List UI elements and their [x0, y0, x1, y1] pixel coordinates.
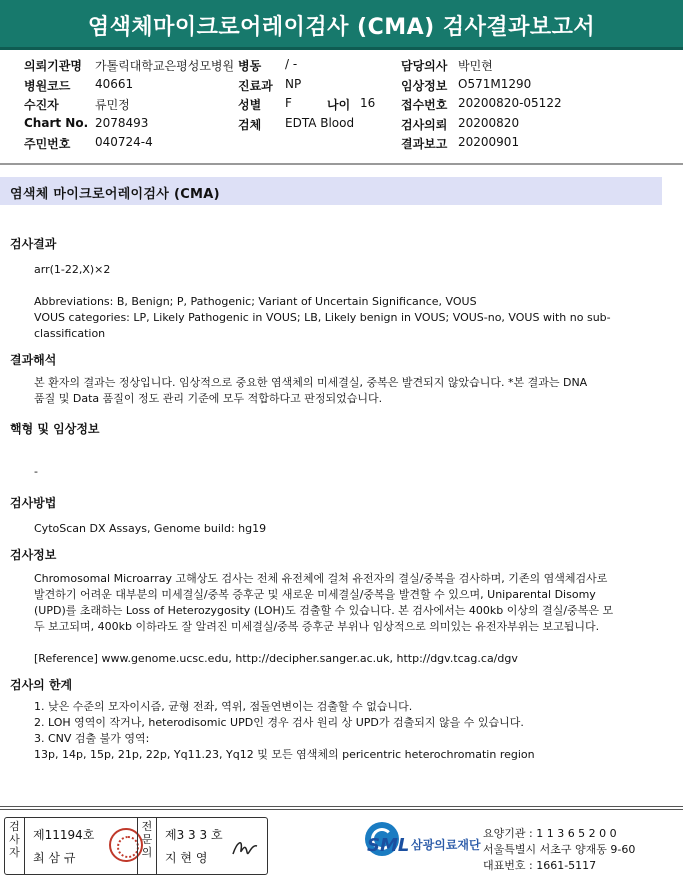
receipt-label: 접수번호 — [401, 98, 448, 112]
sex-value: F — [285, 96, 292, 110]
sex-label: 성별 — [238, 98, 262, 112]
specimen-label: 검체 — [238, 118, 262, 132]
interpretation-line1: 본 환자의 결과는 정상입니다. 임상적으로 중요한 염색체의 미세결실, 중복은 발견되지 않았습니다. *본 결과는 DNA — [34, 376, 588, 389]
examiner-label — [5, 818, 25, 874]
karyotype-heading: 핵형 및 임상정보 — [10, 422, 100, 436]
ward-value: / - — [285, 57, 298, 71]
reference-text: [Reference] www.genome.ucsc.edu, http://decipher.sanger.ac.uk, http://dgv.tcag.ca/dgv — [34, 652, 518, 665]
section-banner — [0, 177, 662, 205]
org-name: 삼광의료재단 — [411, 838, 481, 852]
report-date-label: 결과보고 — [401, 137, 448, 151]
limits-heading: 검사의 한계 — [10, 678, 73, 692]
limits-item2: 2. LOH 영역이 작거나, heterodisomic UPD인 경우 검사 원리 상 UPD가 검출되지 않을 수 있습니다. — [34, 716, 524, 729]
report-title-bar — [0, 0, 683, 50]
hospital-code-label: 병원코드 — [24, 79, 71, 93]
karyotype-value: - — [34, 465, 38, 478]
method-value: CytoScan DX Assays, Genome build: hg19 — [34, 522, 267, 535]
vous-categories-line2: classification — [34, 327, 106, 340]
doctor-value: 박민현 — [458, 59, 493, 73]
signature-icon — [229, 832, 261, 862]
interpretation-heading: 결과해석 — [10, 353, 57, 367]
signature-box — [4, 817, 268, 875]
request-date-value: 20200820 — [458, 116, 520, 130]
info-line2: 발견하기 어려운 대부분의 미세결실/중복 증후군 및 새로운 미세결실/중복을 발견할 수 있으며, Uniparental Disomy — [34, 588, 596, 601]
specimen-value: EDTA Blood — [285, 116, 355, 130]
age-label: 나이 — [327, 98, 351, 112]
interpretation-line2: 품질 및 Data 품질이 정도 관리 기준에 모두 적합하다고 판정되었습니다. — [34, 392, 383, 405]
request-date-label: 검사의뢰 — [401, 118, 448, 132]
footer-divider-top — [0, 806, 683, 807]
doctor-label: 담당의사 — [401, 59, 448, 73]
result-heading: 검사결과 — [10, 237, 57, 251]
clinical-info-value: O571M1290 — [458, 77, 532, 91]
info-heading: 검사정보 — [10, 548, 57, 562]
specialist-name: 지 현 영 — [165, 851, 208, 865]
abbreviations-text: Abbreviations: B, Benign; P, Pathogenic; Variant of Uncertain Significance, VOUS — [34, 295, 477, 308]
section-title: 염색체 마이크로어레이검사 (CMA) — [10, 187, 220, 202]
receipt-value: 20200820-05122 — [458, 96, 562, 110]
sml-logo-text: SML — [367, 835, 410, 856]
limits-item4: 13p, 14p, 15p, 21p, 22p, Yq11.23, Yq12 및 모든 염색체의 pericentric heterochromatin region — [34, 748, 535, 761]
result-value: arr(1-22,X)×2 — [34, 263, 111, 276]
specialist-license: 제3 3 3 호 — [165, 828, 223, 842]
header-divider — [0, 163, 683, 165]
patient-label: 수진자 — [24, 98, 59, 112]
age-value: 16 — [360, 96, 376, 110]
org-address: 서울특별시 서초구 양재동 9-60 — [483, 843, 636, 856]
institution-value: 가톨릭대학교은평성모병원 — [95, 59, 235, 73]
hospital-code-value: 40661 — [95, 77, 134, 91]
limits-item3: 3. CNV 검출 불가 영역: — [34, 732, 150, 745]
patient-value: 류민정 — [95, 98, 130, 112]
institution-label: 의뢰기관명 — [24, 59, 82, 73]
info-line1: Chromosomal Microarray 고해상도 검사는 전체 유전체에 걸쳐 유전자의 결실/중복을 검사하며, 기존의 염색체검사로 — [34, 572, 608, 585]
limits-item1: 1. 낮은 수준의 모자이시즘, 균형 전좌, 역위, 점돌연변이는 검출할 수 없습니다. — [34, 700, 413, 713]
report-title: 염색체마이크로어레이검사 (CMA) 검사결과보고서 — [87, 15, 596, 40]
vous-categories-line1: VOUS categories: LP, Likely Pathogenic in VOUS; LB, Likely benign in VOUS; VOUS-no, VOUS with no sub- — [34, 311, 611, 324]
info-line4: 두 보고되며, 400kb 이하라도 잘 알려진 미세결실/중복 증후군 부위나 임상적으로 의미있는 유전자부위는 보고됩니다. — [34, 620, 600, 633]
examiner-license: 제11194호 — [33, 828, 95, 842]
clinical-info-label: 임상정보 — [401, 79, 448, 93]
examiner-name: 최 삼 규 — [33, 851, 76, 865]
org-phone: 대표번호 : 1661-5117 — [483, 859, 597, 872]
chart-value: 2078493 — [95, 116, 149, 130]
specialist-label — [137, 818, 157, 874]
institution-code: 요양기관 : 1 1 3 6 5 2 0 0 — [483, 827, 617, 840]
ward-label: 병동 — [238, 59, 262, 73]
examiner-label-text: 검사자 — [9, 820, 20, 859]
report-date-value: 20200901 — [458, 135, 520, 149]
id-label: 주민번호 — [24, 137, 71, 151]
info-line3: (UPD)를 초래하는 Loss of Heterozygosity (LOH)도 검출할 수 있습니다. 본 검사에서는 400kb 이상의 결실/중복은 모 — [34, 604, 614, 617]
id-value: 040724-4 — [95, 135, 153, 149]
chart-label: Chart No. — [24, 116, 89, 130]
footer-divider-bottom — [0, 809, 683, 810]
method-heading: 검사방법 — [10, 496, 57, 510]
specialist-label-text: 전문의 — [141, 820, 153, 859]
dept-label: 진료과 — [238, 79, 273, 93]
dept-value: NP — [285, 77, 302, 91]
